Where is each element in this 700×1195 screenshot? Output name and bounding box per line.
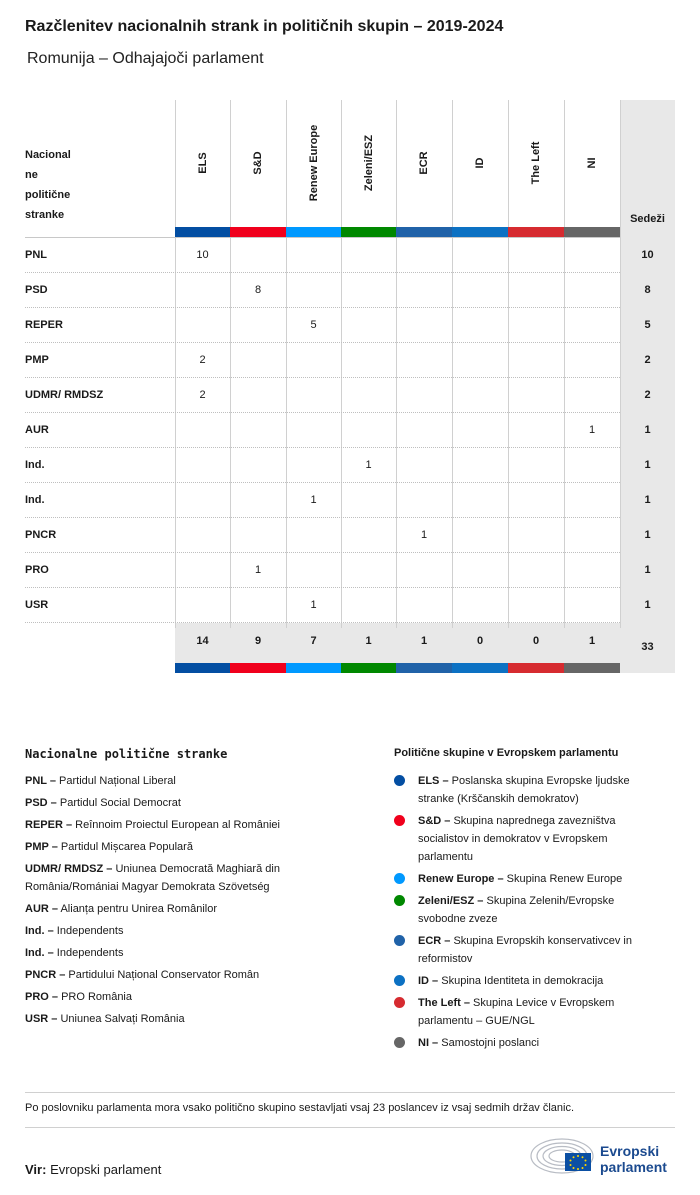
legend-name: PRO România: [61, 991, 132, 1003]
footnote: Po poslovniku parlamenta mora vsako politično skupino sestavljati vsaj 23 poslancev iz vsaj sedmih držav članic.: [25, 1102, 575, 1114]
group-total: 1: [588, 635, 596, 647]
row-seat-total: 1: [644, 494, 651, 506]
national-parties-header: Nacional ne politične stranke: [25, 149, 71, 221]
legend-national-title: Nacionalne politične stranke: [25, 747, 228, 761]
row-divider: [25, 342, 620, 343]
legend-national-item: [25, 1010, 365, 1028]
header-divider: [25, 237, 620, 238]
row-seat-total: 8: [644, 284, 651, 296]
row-divider: [25, 447, 620, 448]
seats-header: Sedeži: [630, 213, 665, 225]
row-seat-total: 10: [641, 249, 654, 261]
seat-value: 1: [420, 529, 428, 541]
row-divider: [25, 307, 620, 308]
seat-value: 8: [254, 284, 262, 296]
group-header-label: S&D: [252, 151, 264, 175]
party-label: PNL: [25, 249, 47, 261]
legend-name: Alianța pentru Unirea Românilor: [60, 903, 217, 915]
legend-national-item: [25, 966, 365, 984]
group-total: 1: [365, 635, 372, 647]
group-header-5: [452, 108, 508, 218]
group-color-bar: [230, 663, 286, 673]
group-total: 0: [476, 635, 484, 647]
seat-value: 1: [254, 564, 262, 576]
legend-color-dot: [394, 815, 405, 826]
row-seat-total: 1: [644, 529, 651, 541]
legend-name: Skupina Levice v Evropskem parlamentu – GUE/NGL: [418, 997, 615, 1027]
seat-value: 2: [199, 354, 206, 366]
row-seat-total: 1: [644, 599, 651, 611]
row-divider: [25, 412, 620, 413]
party-label: PNCR: [25, 529, 57, 541]
party-label: PSD: [25, 284, 48, 296]
legend-national-item: [25, 860, 365, 896]
group-header-label: The Left: [530, 141, 542, 185]
legend-group-item: [418, 812, 658, 866]
legend-abbr: USR –: [25, 1013, 58, 1025]
legend-abbr: PRO –: [25, 991, 59, 1003]
row-seat-total: 5: [644, 319, 651, 331]
group-header-label: NI: [586, 157, 598, 169]
group-header-0: [175, 108, 230, 218]
legend-color-dot: [394, 895, 405, 906]
grand-total: 33: [641, 641, 654, 653]
seat-value: 1: [588, 424, 596, 436]
group-header-1: [230, 108, 286, 218]
group-color-bar: [175, 227, 230, 237]
legend-abbr: ECR –: [418, 935, 451, 947]
legend-name: Independents: [56, 925, 124, 937]
legend-name: Skupina Evropskih konservativcev in reformistov: [418, 935, 632, 965]
legend-abbr: ELS –: [418, 775, 449, 787]
group-header-label: ECR: [418, 151, 430, 175]
group-color-bar: [286, 663, 341, 673]
group-color-bar: [396, 227, 452, 237]
divider: [25, 1092, 675, 1093]
group-color-bar: [508, 663, 564, 673]
row-divider: [25, 622, 620, 623]
group-total: 7: [310, 635, 317, 647]
group-header-7: [564, 108, 620, 218]
row-divider: [25, 482, 620, 483]
row-divider: [25, 517, 620, 518]
legend-name: Partidului Național Conservator Român: [68, 969, 260, 981]
row-seat-total: 1: [644, 459, 651, 471]
row-seat-total: 2: [644, 389, 651, 401]
page-subtitle: Romunija – Odhajajoči parlament: [27, 50, 264, 67]
legend-abbr: Ind. –: [25, 925, 54, 937]
group-header-label: ELS: [196, 152, 209, 174]
legend-name: Partidul Mișcarea Populară: [60, 841, 193, 853]
group-color-bar: [564, 227, 620, 237]
legend-national-item: [25, 988, 365, 1006]
legend-groups-title: Politične skupine v Evropskem parlamentu: [394, 747, 619, 759]
group-color-bar: [341, 227, 396, 237]
group-total: 9: [254, 635, 262, 647]
group-header-label: ID: [474, 157, 486, 169]
seat-value: 1: [310, 599, 317, 611]
legend-color-dot: [394, 873, 405, 884]
group-total: 1: [420, 635, 428, 647]
row-seat-total: 1: [644, 424, 651, 436]
source-text: Evropski parlament: [50, 1162, 162, 1177]
group-color-bar: [452, 227, 508, 237]
legend-national-item: [25, 794, 365, 812]
row-divider: [25, 552, 620, 553]
group-header-4: [396, 108, 452, 218]
row-divider: [25, 272, 620, 273]
row-divider: [25, 377, 620, 378]
legend-national-item: [25, 838, 365, 856]
row-divider: [25, 587, 620, 588]
legend-abbr: Zeleni/ESZ –: [418, 895, 484, 907]
legend-name: Uniunea Democrată Maghiară din România/Romániai Magyar Demokrata Szövetség: [25, 863, 280, 893]
group-header-2: [286, 108, 341, 218]
legend-name: Independents: [56, 947, 124, 959]
legend-color-dot: [394, 1037, 405, 1048]
group-color-bar: [508, 227, 564, 237]
seat-value: 1: [365, 459, 372, 471]
party-label: PRO: [25, 564, 49, 576]
legend-color-dot: [394, 997, 405, 1008]
legend-national-item: [25, 772, 365, 790]
legend-color-dot: [394, 935, 405, 946]
party-label: AUR: [25, 424, 49, 436]
legend-name: Reînnoim Proiectul European al României: [75, 819, 280, 831]
group-color-bar: [230, 227, 286, 237]
group-color-bar: [286, 227, 341, 237]
legend-abbr: Ind. –: [25, 947, 54, 959]
legend-abbr: REPER –: [25, 819, 73, 831]
legend-group-item: [418, 892, 658, 928]
legend-national-item: [25, 900, 365, 918]
legend-national-item: [25, 816, 365, 834]
seat-value: 1: [310, 494, 317, 506]
legend-group-item: [418, 1034, 658, 1052]
seat-value: 2: [199, 389, 206, 401]
legend-abbr: S&D –: [418, 815, 451, 827]
legend-abbr: The Left –: [418, 997, 470, 1009]
party-label: USR: [25, 599, 49, 611]
group-color-bar: [175, 663, 230, 673]
group-color-bar: [341, 663, 396, 673]
group-header-label: Zeleni/ESZ: [362, 134, 375, 192]
source-label: Vir:: [25, 1162, 47, 1177]
divider: [25, 1127, 675, 1128]
legend-group-item: [418, 870, 658, 888]
legend-name: Partidul Național Liberal: [59, 775, 176, 787]
legend-name: Skupina naprednega zavezništva socialistov in demokratov v Evropskem parlamentu: [418, 815, 616, 863]
legend-abbr: NI –: [418, 1037, 439, 1049]
legend-group-item: [418, 932, 658, 968]
group-total: 14: [196, 635, 209, 647]
legend-name: Poslanska skupina Evropske ljudske stranke (Krščanskih demokratov): [418, 775, 630, 805]
legend-name: Skupina Identiteta in demokracija: [441, 975, 604, 987]
legend-abbr: Renew Europe –: [418, 873, 504, 885]
legend-national-item: [25, 922, 365, 940]
group-total: 0: [532, 635, 540, 647]
party-label: Ind.: [25, 494, 45, 506]
legend-name: Skupina Zelenih/Evropske svobodne zveze: [418, 895, 615, 925]
page-title: Razčlenitev nacionalnih strank in političnih skupin – 2019-2024: [25, 18, 504, 35]
legend-group-item: [418, 772, 658, 808]
legend-abbr: PSD –: [25, 797, 57, 809]
party-label: REPER: [25, 319, 63, 331]
legend-abbr: PNCR –: [25, 969, 66, 981]
legend-abbr: PNL –: [25, 775, 56, 787]
legend-name: Uniunea Salvați România: [60, 1013, 185, 1025]
group-header-6: [508, 108, 564, 218]
row-seat-total: 1: [644, 564, 651, 576]
group-color-bar: [396, 663, 452, 673]
legend-abbr: UDMR/ RMDSZ –: [25, 863, 113, 875]
legend-color-dot: [394, 775, 405, 786]
legend-name: Partidul Social Democrat: [59, 797, 181, 809]
seats-column-bg: [620, 100, 675, 673]
row-seat-total: 2: [644, 354, 651, 366]
legend-color-dot: [394, 975, 405, 986]
seat-value: 5: [310, 319, 317, 331]
legend-group-item: [418, 972, 658, 990]
group-color-bar: [564, 663, 620, 673]
party-label: UDMR/ RMDSZ: [25, 389, 104, 401]
legend-abbr: PMP –: [25, 841, 58, 853]
legend-name: Skupina Renew Europe: [506, 873, 623, 885]
ep-logo-text: Evropski parlament: [600, 1143, 667, 1175]
source: [25, 1162, 161, 1177]
group-header-label: Renew Europe: [307, 124, 320, 202]
legend-abbr: ID –: [418, 975, 439, 987]
legend-abbr: AUR –: [25, 903, 59, 915]
group-color-bar: [452, 663, 508, 673]
party-label: Ind.: [25, 459, 45, 471]
seat-value: 10: [196, 249, 209, 261]
legend-group-item: [418, 994, 658, 1030]
party-label: PMP: [25, 354, 49, 366]
legend-name: Samostojni poslanci: [441, 1037, 540, 1049]
group-header-3: [341, 108, 396, 218]
legend-national-item: [25, 944, 365, 962]
